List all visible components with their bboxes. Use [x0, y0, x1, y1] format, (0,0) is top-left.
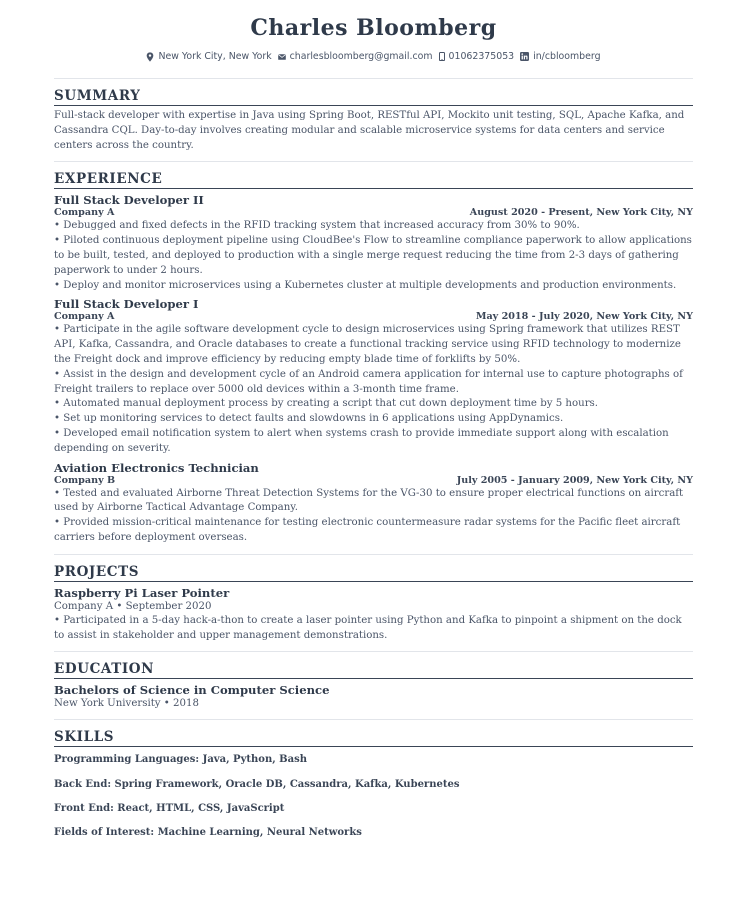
header-divider	[54, 78, 693, 79]
skill-line: Fields of Interest: Machine Learning, Neural Networks	[54, 826, 362, 838]
section-title-experience: EXPERIENCE	[54, 171, 693, 189]
contact-phone[interactable]	[439, 50, 515, 63]
mobile-phone-icon	[439, 52, 445, 61]
job-bullet: • Assist in the design and development cycle of an Android camera application for internal use to capture photographs of Freight trailers to replace over 5000 old devices within a 3-month time frame.	[54, 368, 683, 395]
education-subline: New York University • 2018	[54, 698, 199, 710]
skills-section	[54, 729, 693, 839]
project-subline: Company A • September 2020	[54, 600, 212, 612]
projects-section	[54, 564, 693, 644]
job-meta	[54, 207, 693, 219]
phone-link[interactable]: 01062375053	[448, 51, 515, 62]
linkedin-icon	[520, 52, 529, 61]
job-entry	[54, 461, 693, 546]
job-meta	[54, 475, 693, 487]
location-text: New York City, New York	[158, 51, 272, 62]
job-entry	[54, 193, 693, 293]
job-title: Full Stack Developer II	[54, 193, 204, 208]
section-title-skills: SKILLS	[54, 729, 693, 747]
job-company: Company A	[54, 207, 115, 219]
section-title-education: EDUCATION	[54, 661, 693, 679]
job-meta	[54, 311, 693, 323]
job-bullet: • Piloted continuous deployment pipeline using CloudBee's Flow to streamline compliance paperwork to allow applications to be built, tested, and deployed to production with a single merge request reducing the time from 2-3 days of gathering paperwork to under 2 hours.	[54, 235, 692, 276]
contact-linkedin[interactable]	[520, 50, 600, 63]
skills-list	[54, 753, 693, 839]
job-bullet: • Tested and evaluated Airborne Threat Detection Systems for the VG-30 to ensure proper electrical functions on aircraft used by Airborne Tactical Advantage Company.	[54, 487, 684, 514]
skill-line: Back End: Spring Framework, Oracle DB, Cassandra, Kafka, Kubernetes	[54, 778, 460, 790]
job-title: Aviation Electronics Technician	[54, 460, 259, 475]
job-entry	[54, 297, 693, 456]
project-bullet: • Participated in a 5-day hack-a-thon to create a laser pointer using Python and Kafka to pinpoint a shipment on the dock to assist in stakeholder and upper management demonstrations.	[54, 614, 682, 641]
job-dates-location: May 2018 - July 2020, New York City, NY	[475, 311, 693, 323]
job-dates-location: August 2020 - Present, New York City, NY	[469, 207, 693, 219]
job-bullet: • Set up monitoring services to detect faults and slowdowns in 6 applications using AppDynamics.	[54, 413, 564, 425]
section-title-summary: SUMMARY	[54, 88, 693, 106]
section-title-projects: PROJECTS	[54, 564, 693, 582]
section-divider	[54, 161, 693, 162]
experience-section	[54, 171, 693, 545]
envelope-icon	[278, 54, 286, 60]
section-divider	[54, 719, 693, 720]
job-bullet: • Provided mission-critical maintenance for testing electronic countermeasure radar systems for the Pacific fleet aircraft carriers before deployment overseas.	[54, 517, 681, 543]
job-bullet: • Participate in the agile software development cycle to design microservices using Spring framework that utilizes REST API, Kafka, Cassandra, and Oracle databases to create a functional tracking service using RFID technology to modernize the Freight dock and improve efficiency by reducing empty blade time of forklifts by 50%.	[54, 324, 681, 365]
job-bullet: • Deploy and monitor microservices using a Kubernetes cluster at multiple developments and production environments.	[54, 279, 677, 291]
job-bullet: • Developed email notification system to alert when systems crash to provide immediate support along with escalation depending on severity.	[54, 427, 669, 454]
candidate-name: Charles Bloomberg	[250, 15, 497, 41]
education-section	[54, 661, 693, 711]
map-pin-icon	[146, 52, 154, 62]
summary-text: Full-stack developer with expertise in Java using Spring Boot, RESTful API, Mockito unit testing, SQL, Apache Kafka, and Cassandra CQL. Day-to-day involves creating modular and scalable microservice systems for data centers and service centers across the country.	[54, 110, 685, 151]
skill-line: Front End: React, HTML, CSS, JavaScript	[54, 802, 285, 814]
job-company: Company A	[54, 311, 115, 323]
section-divider	[54, 651, 693, 652]
job-title: Full Stack Developer I	[54, 297, 199, 312]
summary-section	[54, 88, 693, 153]
degree-title: Bachelors of Science in Computer Science	[54, 683, 330, 698]
job-bullet: • Automated manual deployment process by creating a script that cut down deployment time by 5 hours.	[54, 398, 599, 410]
contact-bar	[54, 50, 693, 63]
contact-location	[146, 50, 271, 63]
skill-line: Programming Languages: Java, Python, Bash	[54, 754, 308, 766]
job-bullet: • Debugged and fixed defects in the RFID tracking system that increased accuracy from 30% to 90%.	[54, 220, 580, 232]
email-link[interactable]: charlesbloomberg@gmail.com	[289, 51, 433, 62]
linkedin-link[interactable]: in/cbloomberg	[533, 51, 601, 62]
job-company: Company B	[54, 474, 116, 486]
job-dates-location: July 2005 - January 2009, New York City, NY	[456, 474, 693, 486]
contact-email[interactable]	[278, 50, 433, 63]
project-entry	[54, 586, 693, 644]
project-title: Raspberry Pi Laser Pointer	[54, 585, 230, 600]
section-divider	[54, 554, 693, 555]
